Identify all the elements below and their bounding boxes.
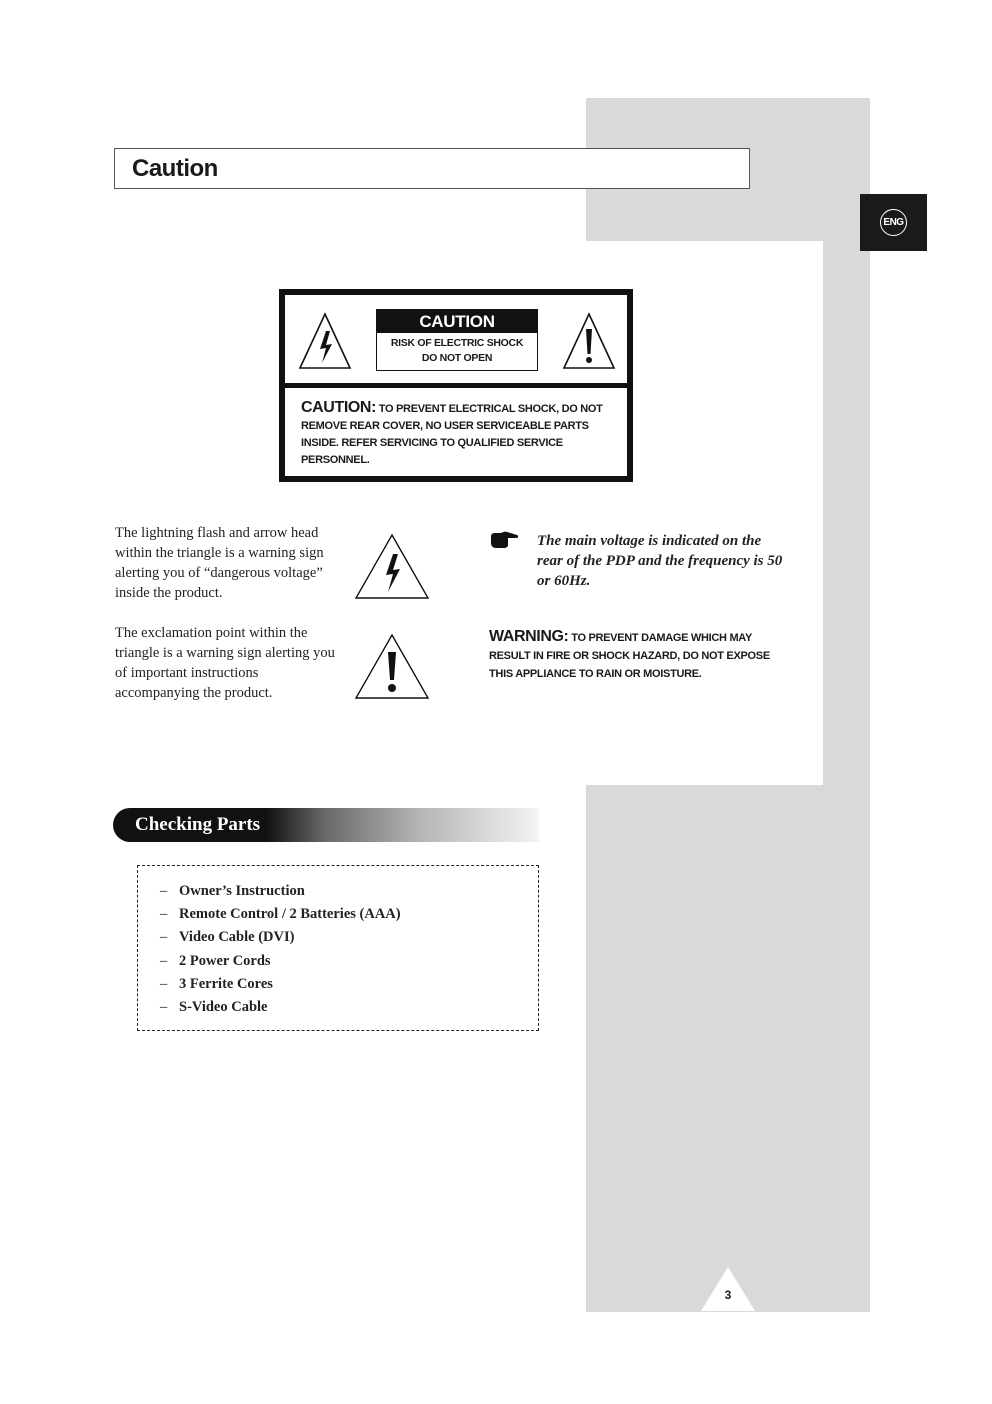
caution-notice-text: TO PREVENT ELECTRICAL SHOCK, DO NOT REMOVE REAR COVER, NO USER SERVICEABLE PARTS INSIDE. REFER SERVICING TO QUALIFIED SERVICE PERSONNEL. [301, 403, 603, 466]
exclamation-warning-icon [353, 632, 431, 700]
section-header-checking-parts [113, 808, 539, 842]
title-box [114, 148, 750, 189]
caution-sticker-line1: RISK OF ELECTRIC SHOCK [390, 337, 524, 349]
section-title: Checking Parts [135, 814, 261, 835]
caution-sticker-line2: DO NOT OPEN [421, 352, 493, 364]
parts-list-box [137, 865, 539, 1031]
parts-list [138, 866, 538, 1019]
lightning-description: The lightning flash and arrow head within the triangle is a warning sign alerting you of “dangerous voltage” inside the product. [115, 525, 324, 601]
list-item: – S-Video Cable [160, 999, 268, 1016]
list-item: – 3 Ferrite Cores [160, 975, 273, 992]
caution-sticker-heading: CAUTION [377, 310, 537, 333]
list-item: – Owner’s Instruction [160, 883, 305, 899]
lightning-warning-icon [297, 311, 353, 371]
panel-divider [285, 383, 627, 388]
page-number: 3 [724, 1288, 732, 1302]
lightning-warning-icon [353, 532, 431, 600]
list-item: – Remote Control / 2 Batteries (AAA) [160, 906, 401, 923]
exclamation-warning-icon [561, 311, 617, 371]
list-item: – Video Cable (DVI) [160, 929, 295, 946]
pointing-hand-icon [489, 530, 519, 550]
language-badge: ENG [880, 209, 907, 236]
warning-lead: WARNING: [489, 628, 569, 645]
warning-text: TO PREVENT DAMAGE WHICH MAY RESULT IN FIRE OR SHOCK HAZARD, DO NOT EXPOSE THIS APPLIANCE TO RAIN OR MOISTURE. [489, 632, 770, 680]
exclamation-description: The exclamation point within the triangle is a warning sign alerting you of important instructions accompanying the product. [115, 625, 335, 701]
page-title: Caution [132, 155, 218, 182]
list-item: – 2 Power Cords [160, 952, 271, 969]
caution-label-panel [279, 289, 633, 482]
caution-notice [301, 399, 621, 469]
caution-sticker [376, 309, 538, 371]
voltage-note: The main voltage is indicated on the rear of the PDP and the frequency is 50 or 60Hz. [537, 533, 783, 589]
language-tab [860, 194, 927, 251]
caution-notice-lead: CAUTION: [301, 399, 377, 416]
warning-notice [489, 628, 789, 683]
